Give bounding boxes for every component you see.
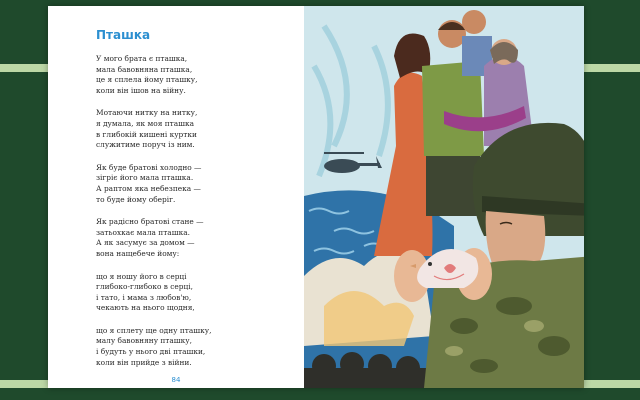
- illustration-page: [304, 6, 584, 388]
- poem-line: зігріє його мала пташка.: [96, 173, 194, 183]
- poem-line: і тато, і мама з любов'ю,: [96, 292, 192, 302]
- poem-line: мала бавовняна пташка,: [96, 64, 193, 74]
- poem-stanza: [96, 217, 296, 259]
- poem-body: [96, 54, 296, 380]
- poem-line: вона нащебече йому:: [96, 248, 180, 258]
- book-spread: [48, 6, 584, 388]
- poem-line: У мого брата є пташка,: [96, 54, 188, 63]
- poem-stanza: [96, 163, 296, 205]
- poem-line: малу бавовняну пташку,: [96, 336, 192, 346]
- poem-stanza: [96, 326, 296, 368]
- poem-line: служитиме поруч із ним.: [96, 140, 195, 150]
- poem-line: А раптом яка небезпека —: [96, 183, 201, 193]
- soldier-face: [486, 211, 546, 268]
- poem-line: в глибокій кишені куртки: [96, 129, 197, 139]
- poem-line: що я сплету ще одну пташку,: [96, 325, 212, 335]
- poem-stanza: [96, 272, 296, 314]
- poem-line: Мотаючи нитку на нитку,: [96, 108, 198, 118]
- poem-line: А як засумує за домом —: [96, 238, 195, 248]
- poem-line: затьохкає мала пташка.: [96, 227, 190, 237]
- poem-stanza: [96, 108, 296, 150]
- poem-line: коли він прийде з війни.: [96, 357, 192, 367]
- poem-line: Як буде братові холодно —: [96, 162, 202, 172]
- poem-line: і будуть у нього дві пташки,: [96, 347, 206, 357]
- poem-line: коли він ішов на війну.: [96, 85, 186, 95]
- poem-line: то буде йому оберіг.: [96, 194, 176, 204]
- poem-stanza: [96, 54, 296, 96]
- illustration: [304, 6, 584, 388]
- poem-line: це я сплела йому пташку,: [96, 75, 198, 85]
- poem-line: глибоко-глибоко в серці,: [96, 282, 193, 292]
- poem-line: я думала, як моя пташка: [96, 118, 195, 128]
- poem-line: що я ношу його в серці: [96, 271, 187, 281]
- left-page: [48, 6, 304, 388]
- poem-line: чекають на нього щодня,: [96, 303, 195, 313]
- page-number: 84: [171, 376, 181, 384]
- poem-title: Пташка: [96, 28, 151, 42]
- poem-line: Як радісно братові стане —: [96, 217, 204, 227]
